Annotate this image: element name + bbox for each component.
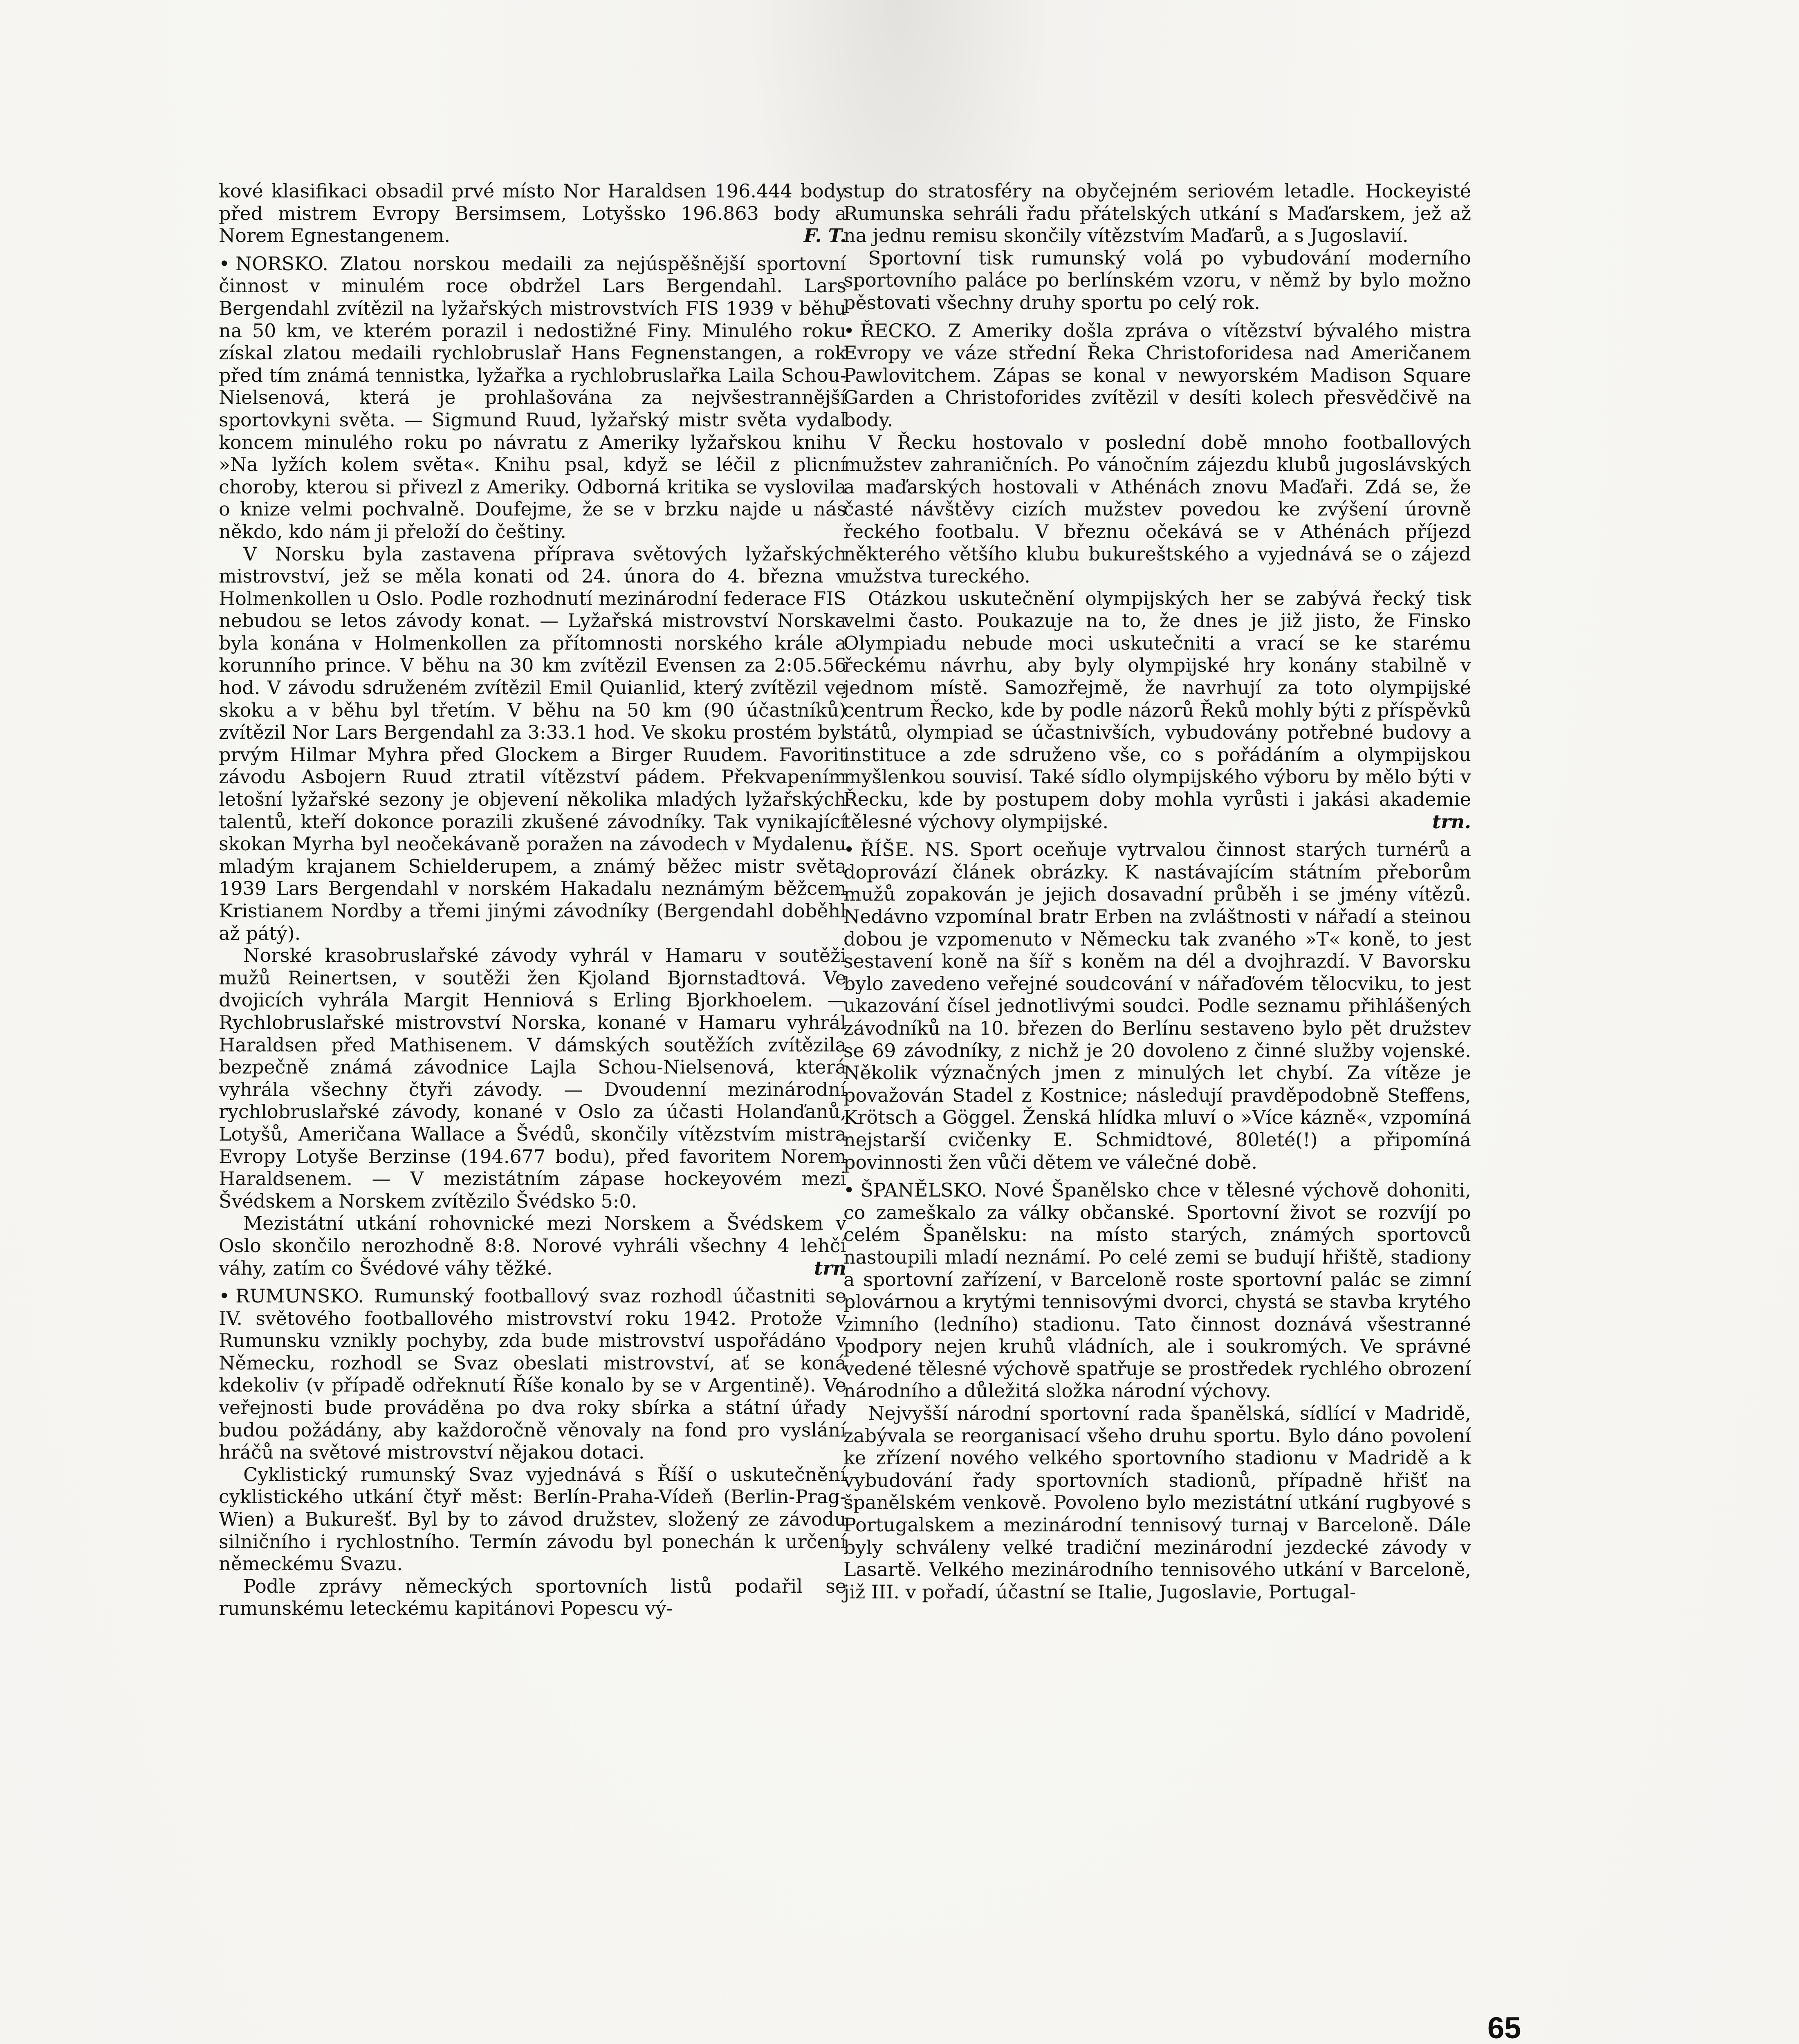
article-paragraph (843, 431, 1471, 587)
paragraph-text: Norské krasobruslařské závody vyhrál v Hamaru v soutěži mužů Reinertsen, v soutěži žen Kjoland Bjornstadtová. Ve dvojicích vyhrála Margit Henniová s Erling Bjorkhoelem. — Rychlobruslařské mistrovství Norska, konané v Hamaru vyhrál Haraldsen před Mathisenem. V dámských soutěžích zvítězila bezpečně známá závodnice Lajla Schou-Nielsenová, která vyhrála všechny čtyři závody. — Dvoudenní mezinárodní rychlobruslařské závody, konané v Oslo za účasti Holanďanů, Lotyšů, Američana Wallace a Švédů, skončily vítězstvím mistra Evropy Lotyše Berzinse (194.677 bodu), před favoritem Norem Haraldsenem. — V mezistátním zápase hockeyovém mezi Švédskem a Norskem zvítězilo Švédsko 5:0. (219, 944, 846, 1212)
section-heading: RUMUNSKO. (236, 1285, 364, 1307)
paragraph-text: Mezistátní utkání rohovnické mezi Norskem a Švédskem v Oslo skončilo nerozhodně 8:8. Norové vyhráli všechny 4 lehčí váhy, zatím co Švédové váhy těžké. (219, 1212, 846, 1279)
bullet-icon: • (843, 838, 855, 861)
bullet-icon: • (843, 1179, 855, 1201)
paragraph-text: kové klasifikaci obsadil prvé místo Nor Haraldsen 196.444 body před mistrem Evropy Bersimsem, Lotyšsko 196.863 body a Norem Egnestangenem. (219, 180, 846, 247)
section-norsko (219, 253, 846, 543)
paragraph-text: Z Ameriky došla zpráva o vítězství bývalého mistra Evropy ve váze střední Řeka Christoforidesa nad Američanem Pawlovitchem. Zápas se konal v newyorském Madison Square Garden a Christoforides zvítězil v desíti kolech přesvědčivě na body. (843, 319, 1471, 431)
paragraph-text: V Řecku hostovalo v poslední době mnoho footballových mužstev zahraničních. Po vánočním zájezdu klubů jugoslávských a maďarských hostovali v Athénách znovu Maďaři. Zdá se, že časté návštěvy cizích mužstev povedou ke zvýšení úrovně řeckého footbalu. V březnu očekává se v Athénách příjezd některého většího klubu bukureštského a vyjednává se o zájezd mužstva tureckého. (843, 431, 1471, 587)
paragraph-text: Nové Španělsko chce v tělesné výchově dohoniti, co zameškalo za války občanské. Sportovní život se rozvíjí po celém Španělsku: na místo starých, známých sportovců nastoupili mladí neznámí. Po celé zemi se budují hřiště, stadiony a sportovní zařízení, v Barceloně roste sportovní palác se zimní plovárnou a krytými tennisovými dvorci, chystá se stavba krytého zimního (ledního) stadionu. Tato činnost doznává všestranné podpory nejen kruhů vládních, ale i soukromých. Ve správné vedené tělesné výchově spatřuje se prostředek rychlého obrození národního a důležitá složka národní výchovy. (843, 1179, 1471, 1402)
author-signature: F. T. (803, 224, 846, 247)
article-paragraph (219, 1212, 846, 1279)
author-signature: trn. (1432, 810, 1471, 833)
paragraph-text: Otázkou uskutečnění olympijských her se zabývá řecký tisk velmi často. Poukazuje na to, že dnes je již jisto, že Finsko Olympiadu nebude moci uskutečniti a vrací se ke starému řeckému návrhu, aby byly olympijské hry konány stabilně v jednom místě. Samozřejmě, že navrhují za toto olympijské centrum Řecko, kde by podle názorů Řeků mohly býti z příspěvků států, olympiad se účastnivších, vybudovány potřebné budovy a instituce a zde sdruženo vše, co s pořádáním a olympijskou myšlenkou souvisí. Také sídlo olympijského výboru by mělo býti v Řecku, kde by postupem doby mohla vyrůsti i jakási akademie tělesné výchovy olympijské. (843, 587, 1471, 833)
page-number: 65 (1487, 2011, 1521, 2044)
article-paragraph (843, 1402, 1471, 1603)
author-signature: trn (814, 1257, 846, 1279)
paragraph-text: Podle zprávy německých sportovních listů podařil se rumunskému leteckému kapitánovi Popescu vý- (219, 1575, 846, 1620)
article-paragraph (843, 180, 1471, 247)
right-column (843, 180, 1471, 1603)
paragraph-text: Nejvyšší národní sportovní rada španělská, sídlící v Madridě, zabývala se reorganisací všeho druhu sportu. Bylo dáno povolení ke zřízení nového velkého sportovního stadionu v Madridě a k vybudování řady sportovních stadionů, případně hřišť na španělském venkově. Povoleno bylo mezistátní utkání rugbyové s Portugalskem a mezinárodní tennisový turnaj v Barceloně. Dále byly schváleny velké tradiční mezinárodní jezdecké závody v Lasartě. Velkého mezinárodního tennisového utkání v Barceloně, již III. v pořadí, účastní se Italie, Jugoslavie, Portugal- (843, 1402, 1471, 1603)
bullet-icon: • (843, 319, 855, 342)
bullet-icon: • (219, 1285, 230, 1307)
article-paragraph (843, 587, 1471, 833)
paragraph-text: Zlatou norskou medaili za nejúspěšnější sportovní činnost v minulém roce obdržel Lars Bergendahl. Lars Bergendahl zvítězil na lyžařských mistrovstvích FIS 1939 v běhu na 50 km, ve kterém porazil i nedostižné Finy. Minulého roku získal zlatou medaili rychlobruslař Hans Fegnenstangen, a rok před tím známá tennistka, lyžařka a rychlobruslařka Laila Schou-Nielsenová, která je prohlašována za nejvšestrannější sportovkyni světa. — Sigmund Ruud, lyžařský mistr světa vydal koncem minulého roku po návratu z Ameriky lyžařskou knihu »Na lyžích kolem světa«. Knihu psal, když se léčil z plicní choroby, kterou si přivezl z Ameriky. Odborná kritika se vyslovila o knize velmi pochvalně. Doufejme, že se v brzku najde u nás někdo, kdo nám ji přeloží do češtiny. (219, 252, 846, 542)
paragraph-text: Rumunský footballový svaz rozhodl účastniti se IV. světového footballového mistrovství roku 1942. Protože v Rumunsku vznikly pochyby, zda bude mistrovství uspořádáno v Německu, rozhodl se Svaz obeslati mistrovství, ať se koná kdekoliv (v případě odřeknutí Říše konalo by se v Argentině). Ve veřejnosti bude prováděna po dva roky sbírka a státní úřady budou požádány, aby každoročně věnovaly na fond pro vyslání hráčů na světové mistrovství nějakou dotaci. (219, 1285, 846, 1464)
article-paragraph (219, 180, 846, 247)
section-rumunsko (219, 1285, 846, 1464)
section-heading: ŠPANĚLSKO. (860, 1179, 987, 1201)
section-heading: ŘECKO. (860, 319, 937, 342)
section-heading: NORSKO. (236, 252, 329, 275)
left-column (219, 180, 846, 1620)
article-paragraph (219, 1575, 846, 1620)
section-spanelsko (843, 1179, 1471, 1402)
article-paragraph (219, 543, 846, 945)
bullet-icon: • (219, 252, 230, 275)
paragraph-text: Sportovní tisk rumunský volá po vybudování moderního sportovního paláce po berlínském vzoru, v němž by bylo možno pěstovati všechny druhy sportu po celý rok. (843, 247, 1471, 314)
article-paragraph (843, 247, 1471, 314)
paragraph-text: Sport oceňuje vytrvalou činnost starých turnérů a doprovází článek obrázky. K nastávajícím státním přeborům mužů zopakován je jejich dosavadní průběh i se jmény vítězů. Nedávno vzpomínal bratr Erben na zvláštnosti v nářadí a steinou dobou je vzpomenuto v Německu tak zvaného »T« koně, to jest sestavení koně na šíř s koněm na dél a dvojhrazdí. V Bavorsku bylo zavedeno veřejné soudcování v nářaďovém tělocviku, to jest ukazování čísel jednotlivými soudci. Podle seznamu přihlášených závodníků na 10. březen do Berlínu sestaveno bylo pět družstev se 69 závodníky, z nichž je 20 dovoleno z činné služby vojenské. Několik význačných jmen z minulých let chybí. Za vítěze je považován Stadel z Kostnice; následují pravděpodobně Steffens, Krötsch a Göggel. Ženská hlídka mluví o »Více kázně«, vzpomíná nejstarší cvičenky E. Schmidtové, 80leté(!) a připomíná povinnosti žen vůči dětem ve válečné době. (843, 838, 1471, 1173)
paragraph-text: Cyklistický rumunský Svaz vyjednává s Říší o uskutečnění cyklistického utkání čtyř měst: Berlín-Praha-Vídeň (Berlin-Prag-Wien) a Bukurešť. Byl by to závod družstev, složený ze závodu silničního i rychlostního. Termín závodu byl ponechán k určení německému Svazu. (219, 1463, 846, 1575)
paragraph-text: V Norsku byla zastavena příprava světových lyžařských mistrovství, jež se měla konati od 24. února do 4. března v Holmenkollen u Oslo. Podle rozhodnutí mezinárodní federace FIS nebudou se letos závody konat. — Lyžařská mistrovství Norska byla konána v Holmenkollen za přítomnosti norského krále a korunního prince. V běhu na 30 km zvítězil Evensen za 2:05.56 hod. V závodu sdruženém zvítězil Emil Quianlid, který zvítězil ve skoku a v běhu byl třetím. V běhu na 50 km (90 účastníků) zvítězil Nor Lars Bergendahl za 3:33.1 hod. Ve skoku prostém byl prvým Hilmar Myhra před Glockem a Birger Ruudem. Favorit závodu Asbojern Ruud ztratil vítězství pádem. Překvapením letošní lyžařské sezony je objevení několika mladých lyžařských talentů, kteří dokonce porazili zkušené závodníky. Tak vynikající skokan Myrha byl neočekávaně poražen na závodech v Mydalenu mladým krajanem Schielderupem, a známý běžec mistr světa 1939 Lars Bergendahl v norském Hakadalu neznámým běžcem Kristianem Nordby a třemi jinými závodníky (Bergendahl doběhl až pátý). (219, 542, 846, 944)
section-heading: ŘÍŠE. NS. (860, 838, 960, 861)
article-paragraph (219, 944, 846, 1212)
paragraph-text: stup do stratosféry na obyčejném seriovém letadle. Hockeyisté Rumunska sehráli řadu přátelských utkání s Maďarskem, jež až na jednu remisu skončily vítězstvím Maďarů, a s Jugoslavií. (843, 180, 1471, 247)
article-paragraph (219, 1464, 846, 1575)
section-rise (843, 838, 1471, 1173)
section-recko (843, 320, 1471, 431)
